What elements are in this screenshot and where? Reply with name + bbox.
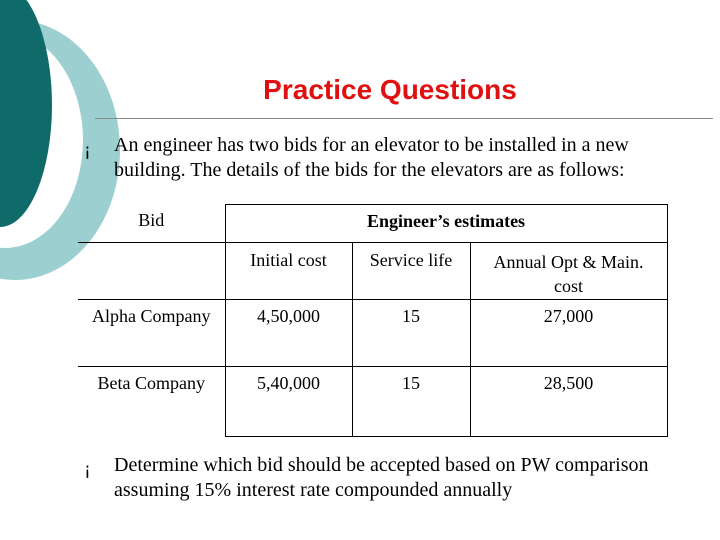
table-row [78, 300, 667, 367]
row-initial-cost: 5,40,000 [225, 367, 352, 437]
estimates-header: Engineer’s estimates [225, 205, 667, 243]
col-initial-cost: Initial cost [225, 243, 352, 300]
row-annual-cost: 27,000 [470, 300, 667, 367]
row-annual-cost: 28,500 [470, 367, 667, 437]
bullet-circle-icon: ¡ [84, 460, 91, 480]
question-text: An engineer has two bids for an elevator to be installed in a new building. The details of the bids for the elevators are as follows: [114, 134, 629, 181]
row-bid-name: Beta Company [78, 367, 225, 437]
table-row [78, 367, 667, 437]
row-initial-cost: 4,50,000 [225, 300, 352, 367]
col-annual-cost: Annual Opt & Main. cost [470, 243, 667, 300]
bid-header: Bid [138, 209, 165, 230]
col-service-life: Service life [352, 243, 470, 300]
bullet-circle-icon: ¡ [84, 141, 91, 161]
title-divider [95, 118, 713, 119]
slide-title: Practice Questions [263, 74, 517, 105]
row-bid-name: Alpha Company [78, 300, 225, 367]
bids-table [78, 204, 668, 437]
row-service-life: 15 [352, 367, 470, 437]
task-text: Determine which bid should be accepted based on PW comparison assuming 15% interest rate compounded annually [114, 454, 649, 501]
row-service-life: 15 [352, 300, 470, 367]
